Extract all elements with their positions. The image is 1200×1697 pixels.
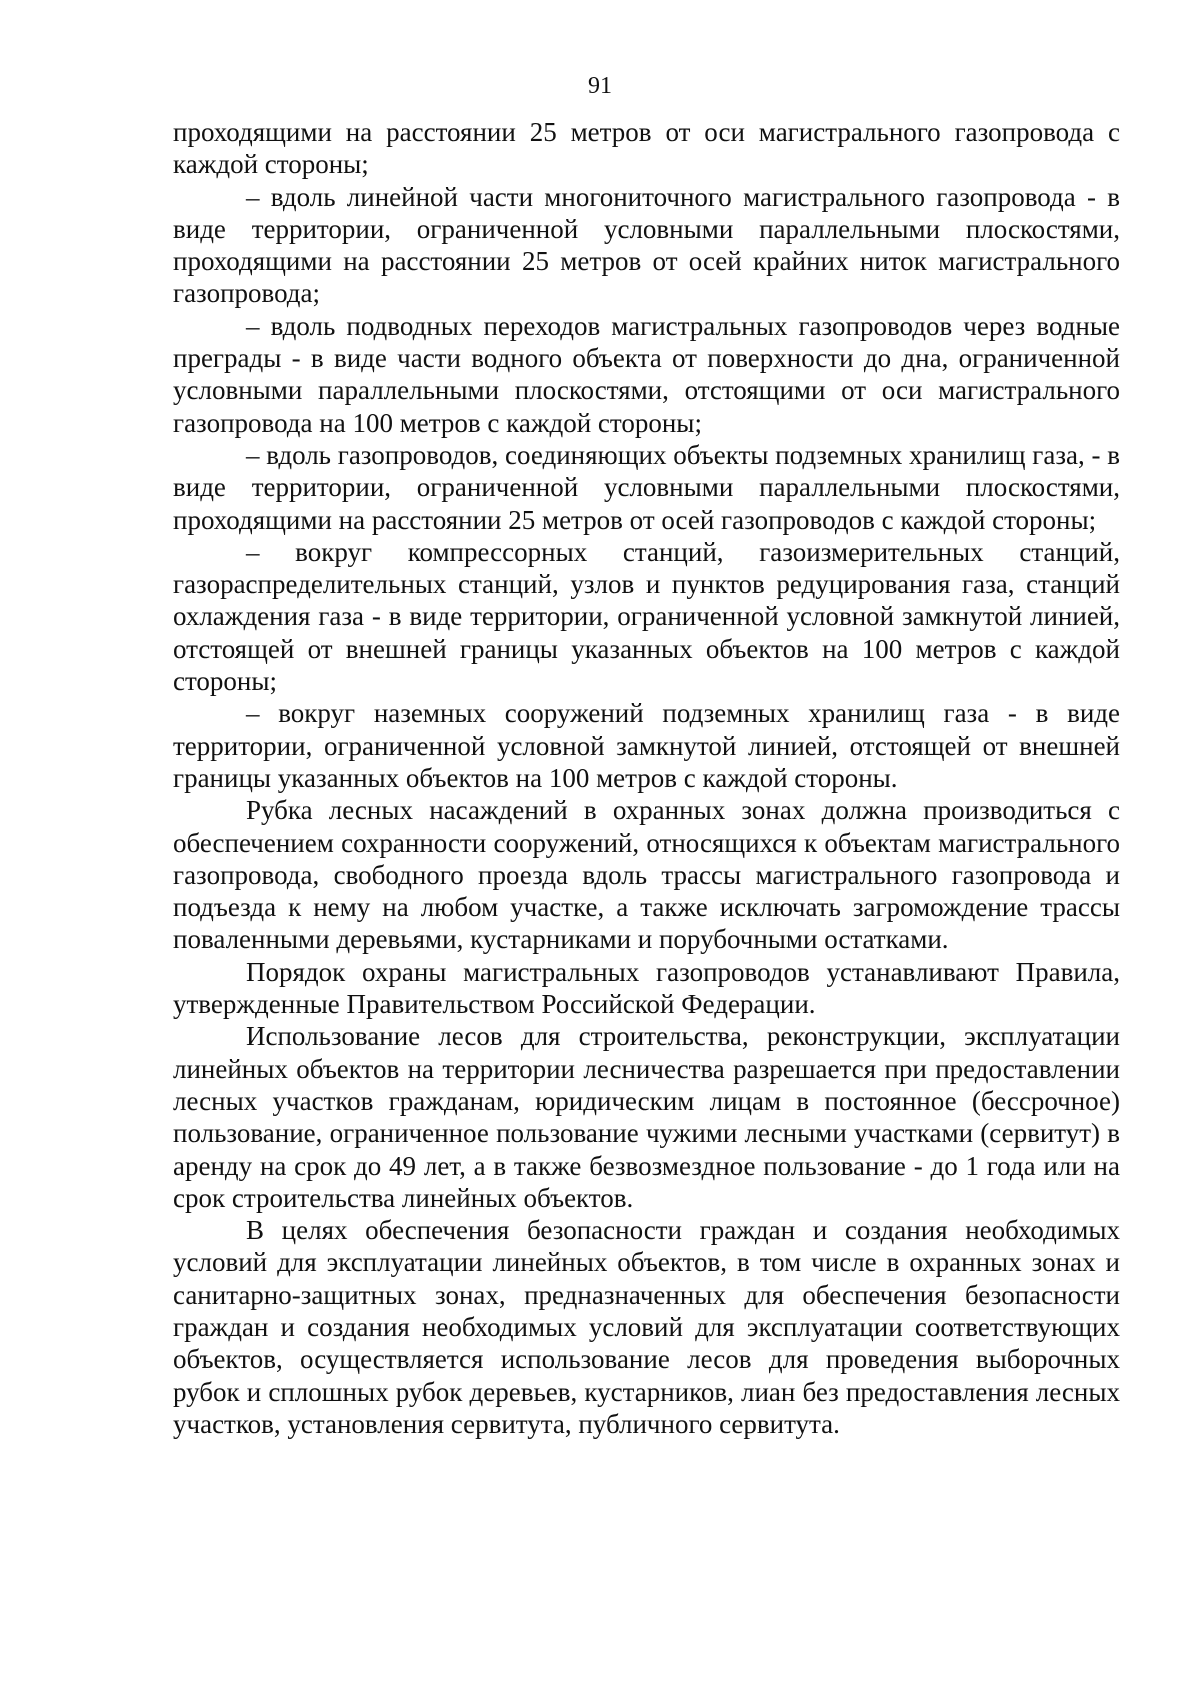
list-item-paragraph: – вдоль подводных переходов магистральных газопроводов через водные преграды - в виде части водного объекта от поверхности до дна, ограниченной условными параллельными плоскостями, отстоящими от оси магистрального газопровода на 100 метров с каждой стороны; — [173, 310, 1120, 438]
page-number: 91 — [588, 73, 612, 99]
paragraph: Порядок охраны магистральных газопроводов устанавливают Правила, утвержденные Правительством Российской Федерации. — [173, 956, 1120, 1020]
body-text — [173, 116, 1120, 1440]
list-item-paragraph: – вокруг компрессорных станций, газоизмерительных станций, газораспределительных станций, узлов и пунктов редуцирования газа, станций охлаждения газа - в виде территории, ограниченной условной замкнутой линией, отстоящей от внешней границы указанных объектов на 100 метров с каждой стороны; — [173, 536, 1120, 697]
paragraph: проходящими на расстоянии 25 метров от оси магистрального газопровода с каждой стороны; — [173, 117, 1120, 180]
paragraph: В целях обеспечения безопасности граждан и создания необходимых условий для эксплуатации линейных объектов, в том числе в охранных зонах и санитарно-защитных зонах, предназначенных для обеспечения безопасности граждан и создания необходимых условий для эксплуатации соответствующих объектов, осуществляется использование лесов для проведения выборочных рубок и сплошных рубок деревьев, кустарников, лиан без предоставления лесных участков, установления сервитута, публичного сервитута. — [173, 1215, 1120, 1439]
list-item-paragraph: – вдоль газопроводов, соединяющих объекты подземных хранилищ газа, - в виде территории, ограниченной условными параллельными плоскостями, проходящими на расстоянии 25 метров от осей газопроводов с каждой стороны; — [173, 439, 1121, 535]
paragraph: Рубка лесных насаждений в охранных зонах должна производиться с обеспечением сохранности сооружений, относящихся к объектам магистрального газопровода, свободного проезда вдоль трассы магистрального газопровода и подъезда к нему на любом участке, а также исключать загромождение трассы поваленными деревьями, кустарниками и порубочными остатками. — [173, 795, 1120, 955]
list-item-paragraph: – вдоль линейной части многониточного магистрального газопровода - в виде территории, ограниченной условными параллельными плоскостями, проходящими на расстоянии 25 метров от осей крайних ниток магистрального газопровода; — [173, 181, 1120, 309]
paragraph: Использование лесов для строительства, реконструкции, эксплуатации линейных объектов на территории лесничества разрешается при предоставлении лесных участков гражданам, юридическим лицам в постоянное (бессрочное) пользование, ограниченное пользование чужими лесными участками (сервитут) в аренду на срок до 49 лет, а в также безвозмездное пользование - до 1 года или на срок строительства линейных объектов. — [173, 1021, 1120, 1213]
list-item-paragraph: – вокруг наземных сооружений подземных хранилищ газа - в виде территории, ограниченной условной замкнутой линией, отстоящей от внешней границы указанных объектов на 100 метров с каждой стороны. — [173, 698, 1120, 793]
